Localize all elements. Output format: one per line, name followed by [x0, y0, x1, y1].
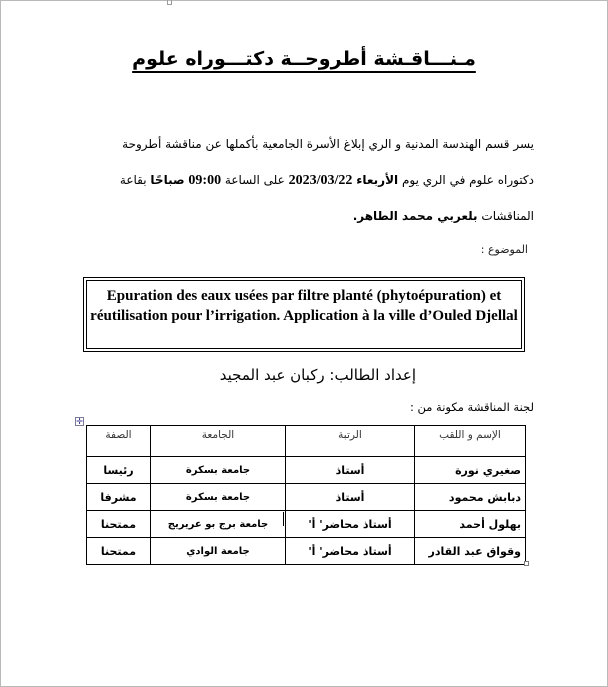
member-name: صغيري نورة [415, 457, 526, 484]
table-row [87, 457, 526, 484]
text-cursor [283, 512, 284, 526]
announcement-line-2 [74, 172, 534, 189]
defense-date: 2023/03/22 [288, 173, 353, 188]
member-role: رئيسا [87, 457, 151, 484]
member-role: ممتحنا [87, 538, 151, 565]
committee-label: لجنة المناقشة مكونة من : [409, 400, 534, 414]
committee-table [86, 425, 526, 565]
defense-day: الأربعاء [356, 173, 399, 187]
member-rank: أستاذ [286, 457, 415, 484]
hall-name: بلعربي محمد الطاهر. [352, 209, 478, 223]
member-name: دبابش محمود [415, 484, 526, 511]
thesis-title: Epuration des eaux usées par filtre planté (phytoépuration) et réutilisation pour l’irrigation. Application à la ville d’Ouled Djellal [86, 280, 522, 349]
member-university: جامعة بسكرة [151, 484, 286, 511]
member-rank: أستاذ محاضر' أ' [286, 538, 415, 565]
table-header-row [87, 426, 526, 457]
title-text: مـنـــاقـشة أطروحــة دكتـــوراه علوم [132, 48, 476, 70]
member-role: ممتحنا [87, 511, 151, 538]
line2-text-b: على الساعة [224, 173, 285, 187]
announcement-line-3 [74, 208, 534, 224]
prepared-by: إعداد الطالب: ركبان عبد المجيد [219, 366, 416, 384]
line3-text: المناقشات [481, 209, 534, 223]
thesis-title-box [83, 277, 525, 352]
defense-time: 09:00 [188, 173, 222, 188]
header-rank: الرتبة [286, 426, 415, 457]
table-row [87, 538, 526, 565]
member-rank: أستاذ [286, 484, 415, 511]
member-name: بهلول أحمد [415, 511, 526, 538]
defense-period: صباحًا [150, 173, 185, 187]
header-name: الإسم و اللقب [415, 426, 526, 457]
announcement-line-1 [74, 136, 534, 152]
member-university[interactable]: جامعة برج بو عريريج [151, 511, 286, 538]
member-university: جامعة بسكرة [151, 457, 286, 484]
table-resize-handle[interactable] [524, 561, 529, 566]
table-row [87, 484, 526, 511]
table-row [87, 511, 526, 538]
member-university: جامعة الوادي [151, 538, 286, 565]
member-role: مشرفا [87, 484, 151, 511]
page-title [0, 48, 608, 70]
member-name: وقواق عبد القادر [415, 538, 526, 565]
member-rank: أستاذ محاضر' أ' [286, 511, 415, 538]
subject-label: الموضوع : [480, 243, 528, 256]
line1-text: يسر قسم الهندسة المدنية و الري إبلاغ الأسرة الجامعية بأكملها عن مناقشة أطروحة [122, 137, 534, 151]
move-arrows-icon[interactable]: ✛ [76, 417, 83, 426]
line2-text-c: بقاعة [119, 173, 147, 187]
line2-text-a: دكتوراه علوم في الري يوم [401, 173, 534, 187]
header-role: الصفة [87, 426, 151, 457]
margin-marker [167, 0, 172, 5]
header-university: الجامعة [151, 426, 286, 457]
